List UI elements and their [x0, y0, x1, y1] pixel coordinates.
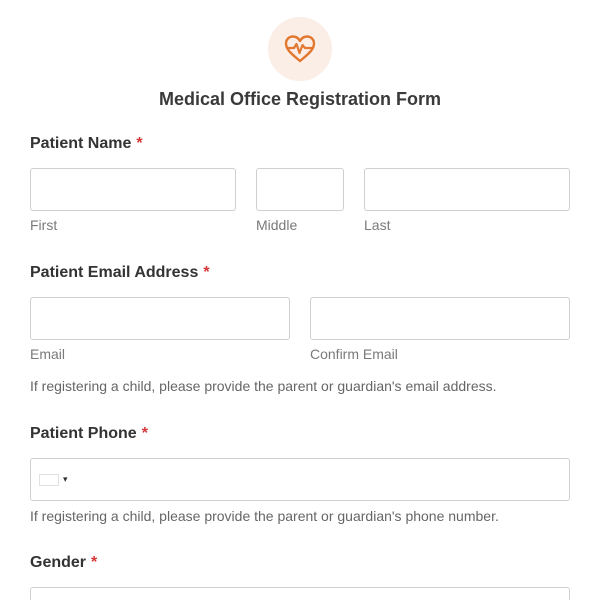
gender-label-text: Gender	[30, 554, 87, 571]
phone-help-text: If registering a child, please provide the parent or guardian's phone number.	[30, 508, 499, 524]
country-flag-icon[interactable]	[39, 474, 59, 486]
phone-input[interactable]	[30, 458, 570, 501]
first-name-sublabel: First	[30, 217, 58, 233]
gender-label	[30, 553, 97, 573]
middle-name-input[interactable]	[256, 168, 344, 211]
last-name-input[interactable]	[364, 168, 570, 211]
form-title: Medical Office Registration Form	[158, 89, 442, 109]
patient-name-label-text: Patient Name	[30, 135, 132, 152]
email-sublabel: Email	[30, 346, 66, 362]
confirm-email-sublabel: Confirm Email	[310, 346, 398, 362]
email-help-text: If registering a child, please provide the parent or guardian's email address.	[30, 378, 497, 394]
patient-name-label	[30, 134, 143, 154]
required-marker: *	[136, 135, 143, 152]
email-input[interactable]	[30, 297, 290, 340]
required-marker: *	[91, 554, 98, 571]
form-logo	[268, 17, 332, 81]
middle-name-sublabel: Middle	[256, 217, 298, 233]
last-name-sublabel: Last	[364, 217, 391, 233]
patient-email-label-text: Patient Email Address	[30, 264, 199, 281]
patient-email-label	[30, 263, 210, 283]
patient-phone-label-text: Patient Phone	[30, 425, 137, 442]
country-dropdown-caret-icon[interactable]: ▾	[63, 474, 68, 484]
confirm-email-input[interactable]	[310, 297, 570, 340]
first-name-input[interactable]	[30, 168, 236, 211]
gender-select[interactable]	[30, 587, 570, 600]
required-marker: *	[141, 425, 148, 442]
required-marker: *	[203, 264, 210, 281]
heart-pulse-icon	[283, 34, 317, 64]
patient-phone-label	[30, 424, 148, 444]
